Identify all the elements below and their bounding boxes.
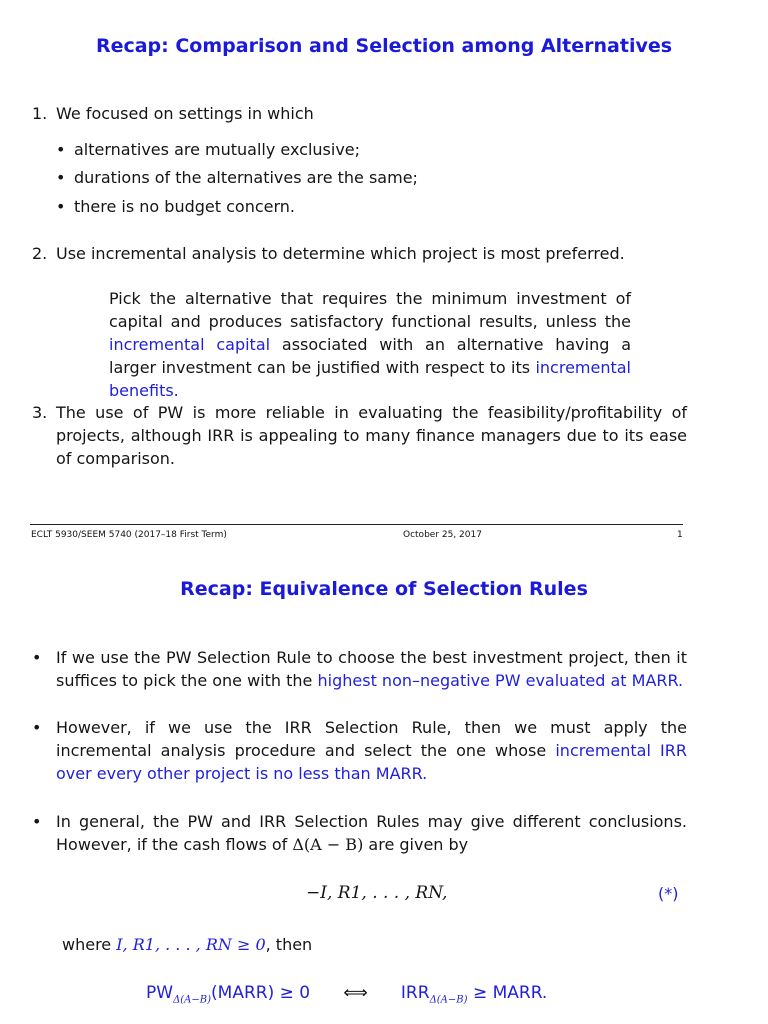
equivalence-statement (146, 982, 547, 1011)
bullet-item (32, 716, 687, 785)
incremental-capital-term: incremental capital (109, 335, 271, 354)
bullet-text: In general, the PW and IRR Selection Rules may give different conclusions. However, if the cash flows of (56, 812, 687, 854)
delta-subscript: Δ(A−B) (429, 994, 468, 1006)
footer-rule (30, 524, 683, 525)
item-number: 2. (32, 244, 48, 263)
bullet-dot-icon: • (32, 812, 42, 831)
where-prefix: where (62, 935, 112, 954)
delta-subscript: Δ(A−B) (173, 994, 212, 1006)
irr-condition: ≥ MARR. (472, 983, 548, 1003)
bullet-item (32, 646, 687, 692)
bullet-text: durations of the alternatives are the same; (74, 168, 418, 187)
incremental-benefits-term: incremental benefits. (109, 358, 631, 400)
bullet-dot-icon: • (56, 168, 66, 187)
bullet-dot-icon: • (56, 140, 66, 159)
pw-label: PW (146, 983, 174, 1003)
slide-1-title: Recap: Comparison and Selection among Alternatives (95, 35, 673, 57)
pw-condition: (MARR) ≥ 0 (211, 983, 311, 1003)
bullet-text: However, if we use the IRR Selection Rule, then we must apply the incremental analysis procedure and select the one whose (56, 718, 687, 760)
bullet-dot-icon: • (56, 197, 66, 216)
footer-date: October 25, 2017 (403, 530, 482, 540)
where-condition: I, R1, . . . , RN ≥ 0 (116, 935, 266, 954)
where-suffix: , then (265, 935, 313, 954)
bullet-text: are given by (368, 835, 469, 854)
slide-2 (0, 548, 768, 1024)
item-number: 1. (32, 104, 48, 123)
item-number: 3. (32, 403, 48, 422)
item-text: Use incremental analysis to determine which project is most preferred. (56, 244, 625, 263)
equation-tag: (*) (658, 884, 679, 903)
footer-course: ECLT 5930/SEEM 5740 (2017–18 First Term) (31, 530, 227, 540)
bullet-text: If we use the PW Selection Rule to choose the best investment project, then it suffices to pick the one with the (56, 648, 687, 690)
slide-2-title: Recap: Equivalence of Selection Rules (180, 578, 588, 600)
quote-text: associated with an alternative having a larger investment can be justified with respect to its (109, 335, 631, 377)
quote-text: Pick the alternative that requires the minimum investment of capital and produces satisfactory functional results, unless the (109, 289, 631, 331)
iff-symbol: ⟺ (343, 983, 368, 1003)
list-item-3 (32, 401, 687, 470)
definition-quote (109, 287, 631, 402)
cash-flow-equation: −I, R1, . . . , RN, (306, 883, 448, 903)
highlight-term: highest non–negative PW evaluated at MARR. (317, 671, 684, 690)
where-line (62, 933, 312, 956)
item-text: We focused on settings in which (56, 104, 314, 123)
bullet-item (32, 810, 687, 856)
bullet-dot-icon: • (32, 718, 42, 737)
bullet-text: alternatives are mutually exclusive; (74, 140, 361, 159)
highlight-term: incremental IRR over every other project is no less than MARR. (56, 741, 687, 783)
item-text: The use of PW is more reliable in evaluating the feasibility/profitability of projects, although IRR is appealing to many finance managers due to its ease of comparison. (56, 403, 687, 468)
bullet-text: there is no budget concern. (74, 197, 295, 216)
delta-expression: Δ(A − B) (292, 835, 364, 854)
footer-page-number: 1 (677, 530, 683, 540)
bullet-dot-icon: • (32, 648, 42, 667)
irr-label: IRR (400, 983, 430, 1003)
